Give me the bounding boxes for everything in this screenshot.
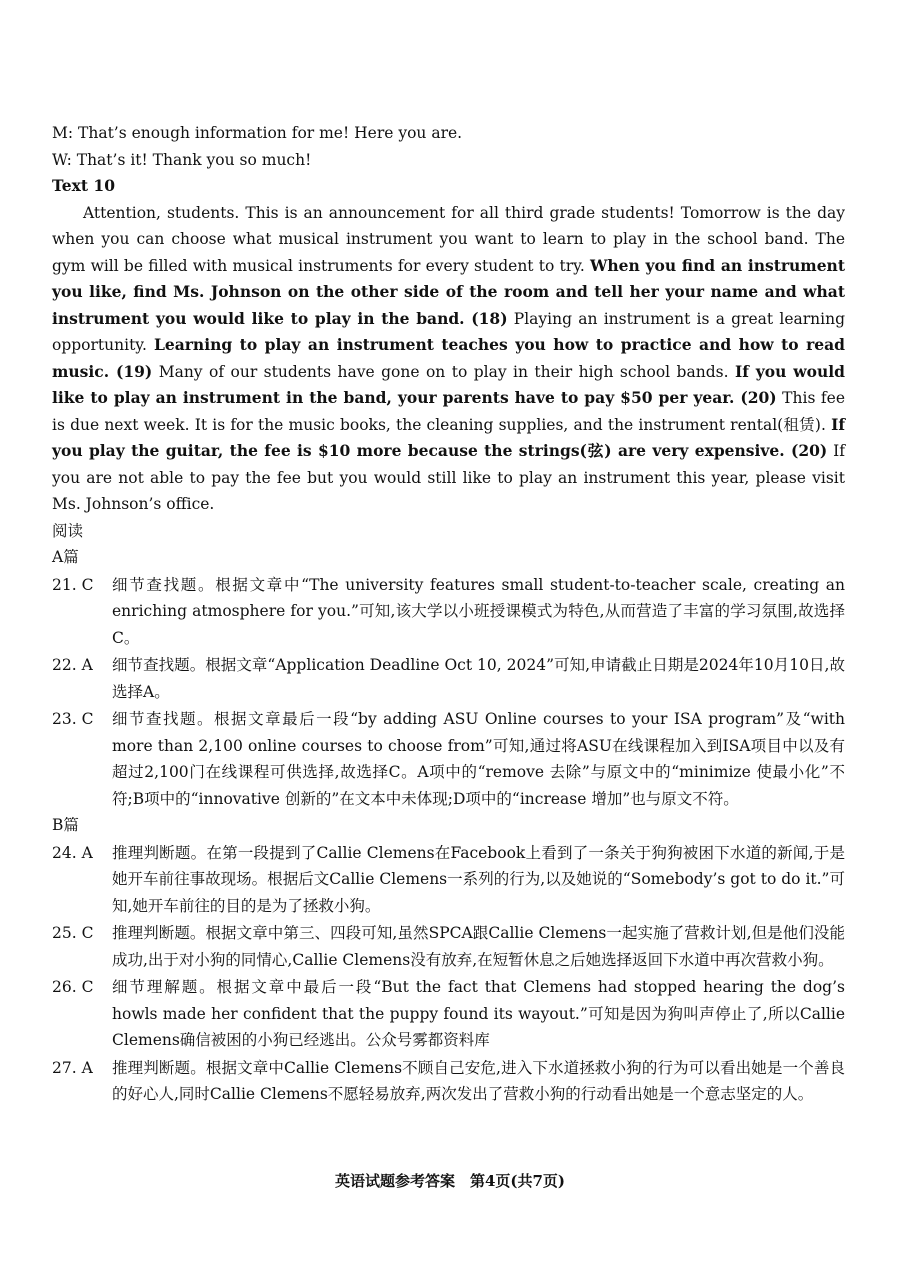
- answer-number: 22. A: [52, 656, 93, 674]
- answer-explanation: 细节理解题。根据文章中最后一段“But the fact that Clemens had stopped hearing the dog’s howls made her confident that the puppy found its wayout.”可知是因为狗叫声停止了,所以Callie Clemens确信被困的小狗已经逃出。公众号雾都资料库: [112, 978, 845, 1049]
- answer-explanation: 推理判断题。在第一段提到了Callie Clemens在Facebook上看到了一条关于狗狗被困下水道的新闻,于是她开车前往事故现场。根据后文Callie Clemens一系列的行为,以及她说的“Somebody’s got to do it.”可知,她开车前往的目的是为了拯救小狗。: [112, 843, 845, 915]
- speaker-label: M:: [52, 124, 74, 142]
- answer-explanation: 推理判断题。根据文章中第三、四段可知,虽然SPCA跟Callie Clemens一起实施了营救计划,但是他们没能成功,出于对小狗的同情心,Callie Clemens没有放弃,在短暂休息之后她选择返回下水道中再次营救小狗。: [112, 924, 845, 969]
- dialogue-text: That’s it! Thank you so much!: [71, 150, 312, 169]
- answer-number: 24. A: [52, 843, 93, 862]
- answer-item: [52, 920, 845, 973]
- section-label: A篇: [52, 548, 79, 566]
- answer-number: 26. C: [52, 978, 94, 996]
- page-content: [52, 120, 845, 1108]
- dialogue-text: That’s enough information for me! Here you are.: [73, 124, 463, 142]
- bold-answer-clue: Learning to play an instrument teaches you how to practice and how to read music. (19): [52, 335, 846, 381]
- answer-number: 25. C: [52, 924, 94, 942]
- reading-section: [52, 544, 845, 812]
- dialogue-line-man: [52, 120, 845, 147]
- section-label: B篇: [52, 816, 79, 834]
- transcript-text: Attention, students. This is an announcement for all third grade students! Tomorrow is the day when you can choose what musical instrument you want to learn to play in the school band. The gym will be filled with musical instruments for every student to try.: [52, 203, 845, 275]
- reading-sections: [52, 544, 845, 1108]
- answer-item: [52, 572, 845, 652]
- transcript-text: If you are not able to pay the fee but you would still like to play an instrument this year, please visit Ms. Johnson’s office.: [52, 442, 845, 513]
- bold-answer-clue: If you play the guitar, the fee is $10 more because the strings(弦) are very expensive. (20): [52, 414, 845, 460]
- answer-item: [52, 974, 845, 1054]
- reading-section: [52, 812, 845, 1108]
- answer-explanation: 推理判断题。根据文章中Callie Clemens不顾自己安危,进入下水道拯救小狗的行为可以看出她是一个善良的好心人,同时Callie Clemens不愿轻易放弃,两次发出了营救小狗的行动看出她是一个意志坚定的人。: [112, 1058, 845, 1103]
- text10-paragraph: [52, 200, 845, 518]
- transcript-text: This fee is due next week. It is for the music books, the cleaning supplies, and the instrument rental(租赁).: [52, 389, 846, 434]
- answer-number: 21. C: [52, 575, 94, 594]
- speaker-label: W:: [52, 150, 72, 169]
- answer-number: 27. A: [52, 1058, 93, 1077]
- answer-explanation: 细节查找题。根据文章最后一段“by adding ASU Online courses to your ISA program”及“with more than 2,100 online courses to choose from”可知,通过将ASU在线课程加入到ISA项目中以及有超过2,100门在线课程可供选择,故选择C。A项中的“remove 去除”与原文中的“minimize 使最小化”不符;B项中的“innovative 创新的”在文本中未体现;D项中的“increase 增加”也与原文不符。: [112, 710, 845, 808]
- dialogue-line-woman: [52, 147, 845, 174]
- answer-explanation: 细节查找题。根据文章“Application Deadline Oct 10, 2024”可知,申请截止日期是2024年10月10日,故选择A。: [112, 656, 845, 701]
- text10-heading: Text 10: [52, 176, 115, 195]
- answer-item: [52, 706, 845, 812]
- bold-answer-clue: If you would like to play an instrument in the band, your parents have to pay $50 per year. (20): [52, 361, 845, 407]
- bold-answer-clue: When you find an instrument you like, find Ms. Johnson on the other side of the room and tell her your name and what instrument you would like to play in the band. (18): [52, 255, 845, 328]
- answer-item: [52, 1055, 845, 1108]
- answer-number: 23. C: [52, 710, 94, 728]
- transcript-text: Many of our students have gone on to play in their high school bands.: [152, 362, 735, 381]
- answer-item: [52, 840, 845, 920]
- page-footer: 英语试题参考答案 第4页(共7页): [334, 1172, 566, 1190]
- answer-explanation: 细节查找题。根据文章中“The university features small student-to-teacher scale, creating an enriching atmosphere for you.”可知,该大学以小班授课模式为特色,从而营造了丰富的学习氛围,故选择C。: [112, 575, 845, 647]
- answer-item: [52, 652, 845, 705]
- transcript-text: Playing an instrument is a great learning opportunity.: [52, 309, 845, 354]
- reading-title: 阅读: [52, 521, 84, 540]
